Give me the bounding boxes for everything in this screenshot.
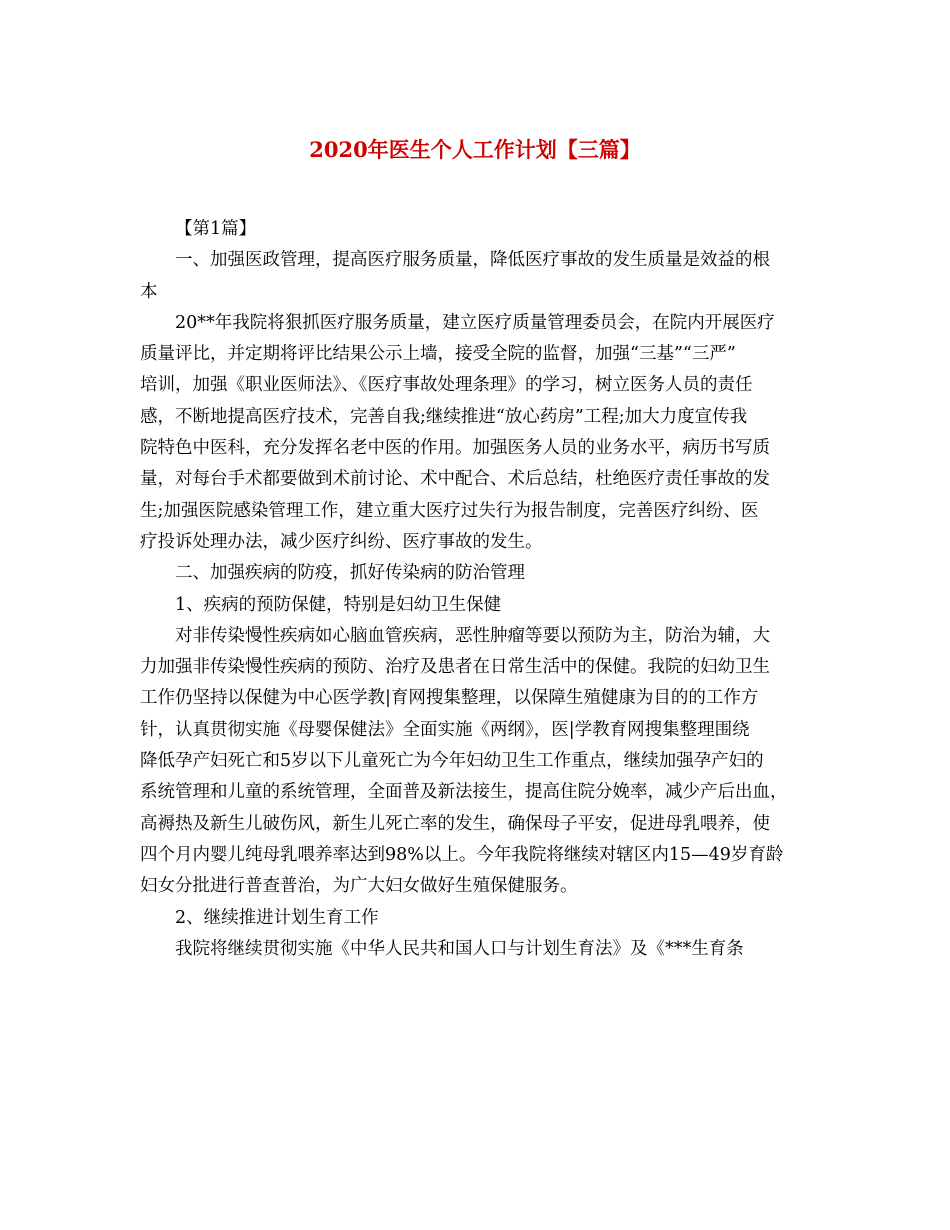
text-line: 二、加强疾病的防疫，抓好传染病的防治管理 (175, 563, 525, 584)
text-line: 对非传染慢性疾病如心脑血管疾病，恶性肿瘤等要以预防为主，防治为辅，大 (175, 625, 770, 646)
text-line: 我院将继续贯彻实施《中华人民共和国人口与计划生育法》及《***生育条 (175, 938, 744, 959)
page-title: 2020年医生个人工作计划【三篇】 (309, 137, 641, 162)
text-line: 一、加强医政管理，提高医疗服务质量，降低医疗事故的发生质量是效益的根 (175, 250, 770, 271)
text-line: 系统管理和儿童的系统管理，全面普及新法接生，提高住院分娩率，减少产后出血， (140, 782, 788, 803)
text-line: 疗投诉处理办法，减少医疗纠纷、医疗事故的发生。 (140, 531, 543, 552)
text-line: 培训，加强《职业医师法》、《医疗事故处理条理》的学习，树立医务人员的责任 (140, 375, 753, 396)
text-line: 力加强非传染慢性疾病的预防、治疗及患者在日常生活中的保健。我院的妇幼卫生 (140, 657, 770, 678)
text-line: 本 (140, 281, 158, 302)
text-line: 生;加强医院感染管理工作，建立重大医疗过失行为报告制度，完善医疗纠纷、医 (140, 500, 759, 521)
text-line: 妇女分批进行普查普治，为广大妇女做好生殖保健服务。 (140, 876, 578, 897)
document-body (140, 214, 830, 965)
text-line: 降低孕产妇死亡和5岁以下儿童死亡为今年妇幼卫生工作重点，继续加强孕产妇的 (140, 751, 764, 772)
text-line: 20**年我院将狠抓医疗服务质量，建立医疗质量管理委员会，在院内开展医疗 (175, 312, 775, 333)
text-line: 高褥热及新生儿破伤风，新生儿死亡率的发生，确保母子平安，促进母乳喂养，使 (140, 813, 770, 834)
text-line: 四个月内婴儿纯母乳喂养率达到98%以上。今年我院将继续对辖区内15—49岁育龄 (140, 844, 784, 865)
text-line: 感，不断地提高医疗技术，完善自我;继续推进“放心药房”工程;加大力度宣传我 (140, 406, 748, 427)
text-line: 【第1篇】 (175, 219, 257, 239)
text-line: 2、继续推进计划生育工作 (175, 907, 379, 928)
text-line: 量，对每台手术都要做到术前讨论、术中配合、术后总结，杜绝医疗责任事故的发 (140, 469, 770, 490)
text-line: 院特色中医科，充分发挥名老中医的作用。加强医务人员的业务水平，病历书写质 (140, 438, 770, 459)
text-line: 质量评比，并定期将评比结果公示上墙，接受全院的监督，加强“三基”“三严” (140, 344, 736, 365)
text-line: 工作仍坚持以保健为中心医学教|育网搜集整理，以保障生殖健康为目的的工作方 (140, 688, 759, 709)
text-line: 1、疾病的预防保健，特别是妇幼卫生保健 (175, 594, 502, 615)
text-line: 针，认真贯彻实施《母婴保健法》全面实施《两纲》，医|学教育网搜集整理围绕 (140, 719, 750, 740)
